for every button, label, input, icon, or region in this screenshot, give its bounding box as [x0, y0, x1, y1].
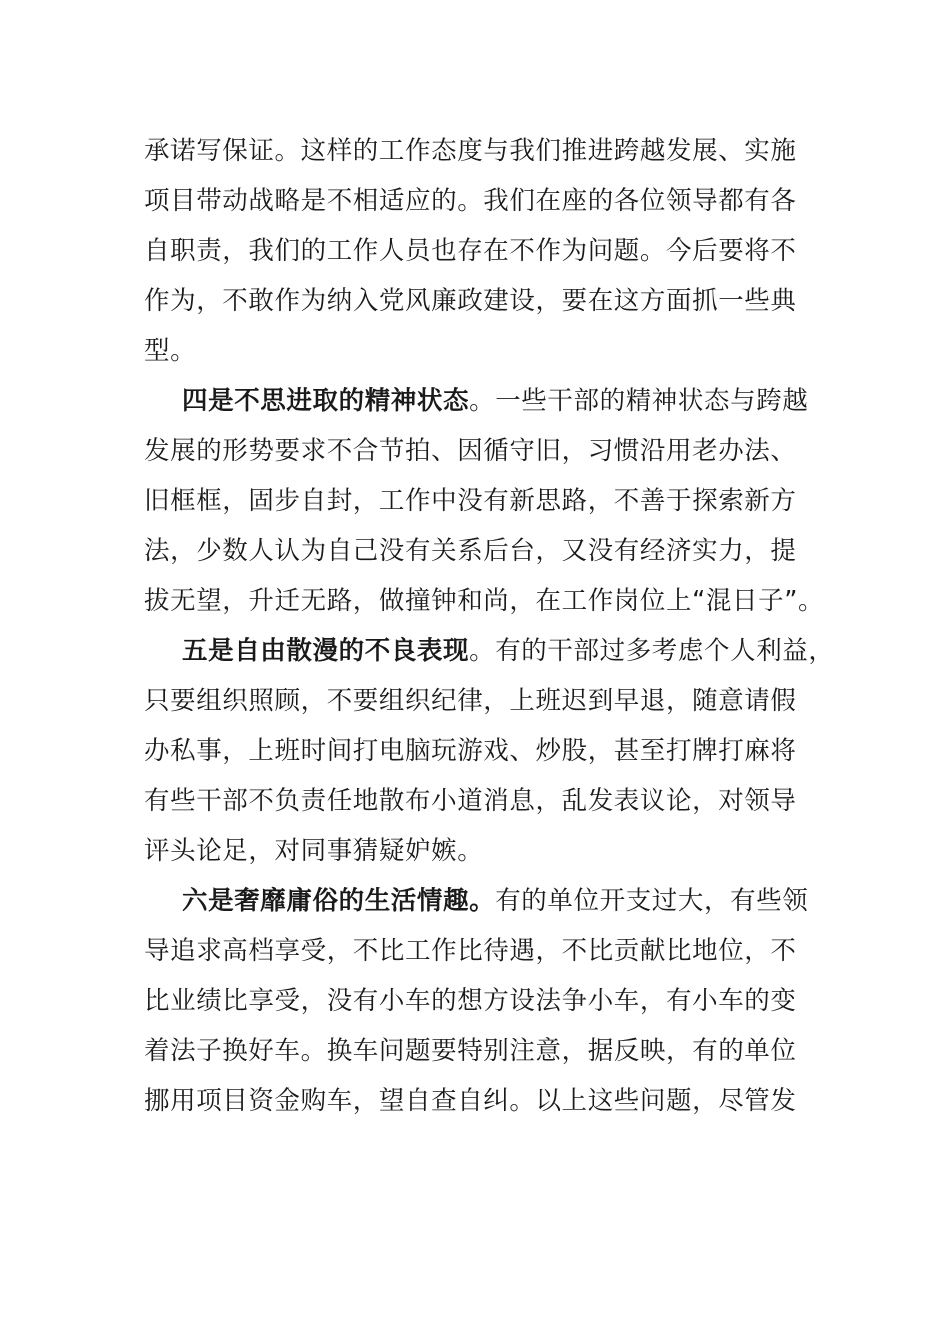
paragraph-first-line — [144, 876, 834, 926]
text-line: 有些干部不负责任地散布小道消息，乱发表议论，对领导 — [144, 786, 797, 816]
paragraph-first-line — [144, 626, 834, 676]
text-line: 型。 — [144, 336, 197, 366]
text-line: 法，少数人认为自己没有关系后台，又没有经济实力，提 — [144, 536, 797, 566]
paragraph-first-line — [144, 376, 834, 426]
text-line: 评头论足，对同事猜疑妒嫉。 — [144, 836, 484, 866]
text-line: 挪用项目资金购车，望自查自纠。以上这些问题，尽管发 — [144, 1086, 797, 1116]
text-line: 只要组织照顾，不要组织纪律，上班迟到早退，随意请假 — [144, 686, 797, 716]
text-line: 自职责，我们的工作人员也存在不作为问题。今后要将不 — [144, 236, 797, 266]
text-run: 有的单位开支过大，有些领 — [495, 886, 809, 916]
paragraph-heading: 五是自由散漫的不良表现 — [182, 636, 470, 666]
text-line: 发展的形势要求不合节拍、因循守旧，习惯沿用老办法、 — [144, 436, 797, 466]
text-line: 旧框框，固步自封，工作中没有新思路，不善于探索新方 — [144, 486, 797, 516]
text-line: 承诺写保证。这样的工作态度与我们推进跨越发展、实施 — [144, 136, 797, 166]
text-line: 导追求高档享受，不比工作比待遇，不比贡献比地位，不 — [144, 936, 797, 966]
paragraph-heading: 六是奢靡庸俗的生活情趣。 — [182, 886, 496, 916]
body-text — [144, 126, 834, 1126]
text-line: 项目带动战略是不相适应的。我们在座的各位领导都有各 — [144, 186, 797, 216]
text-run: 。一些干部的精神状态与跨越 — [469, 386, 809, 416]
text-line: 拔无望，升迁无路，做撞钟和尚，在工作岗位上“混日子”。 — [144, 586, 825, 616]
text-line: 着法子换好车。换车问题要特别注意，据反映，有的单位 — [144, 1036, 797, 1066]
text-run: 。有的干部过多考虑个人利益， — [469, 636, 835, 666]
text-line: 作为，不敢作为纳入党风廉政建设，要在这方面抓一些典 — [144, 286, 797, 316]
text-line: 比业绩比享受，没有小车的想方设法争小车，有小车的变 — [144, 986, 797, 1016]
paragraph-heading: 四是不思进取的精神状态 — [182, 386, 470, 416]
text-line: 办私事，上班时间打电脑玩游戏、炒股，甚至打牌打麻将 — [144, 736, 797, 766]
